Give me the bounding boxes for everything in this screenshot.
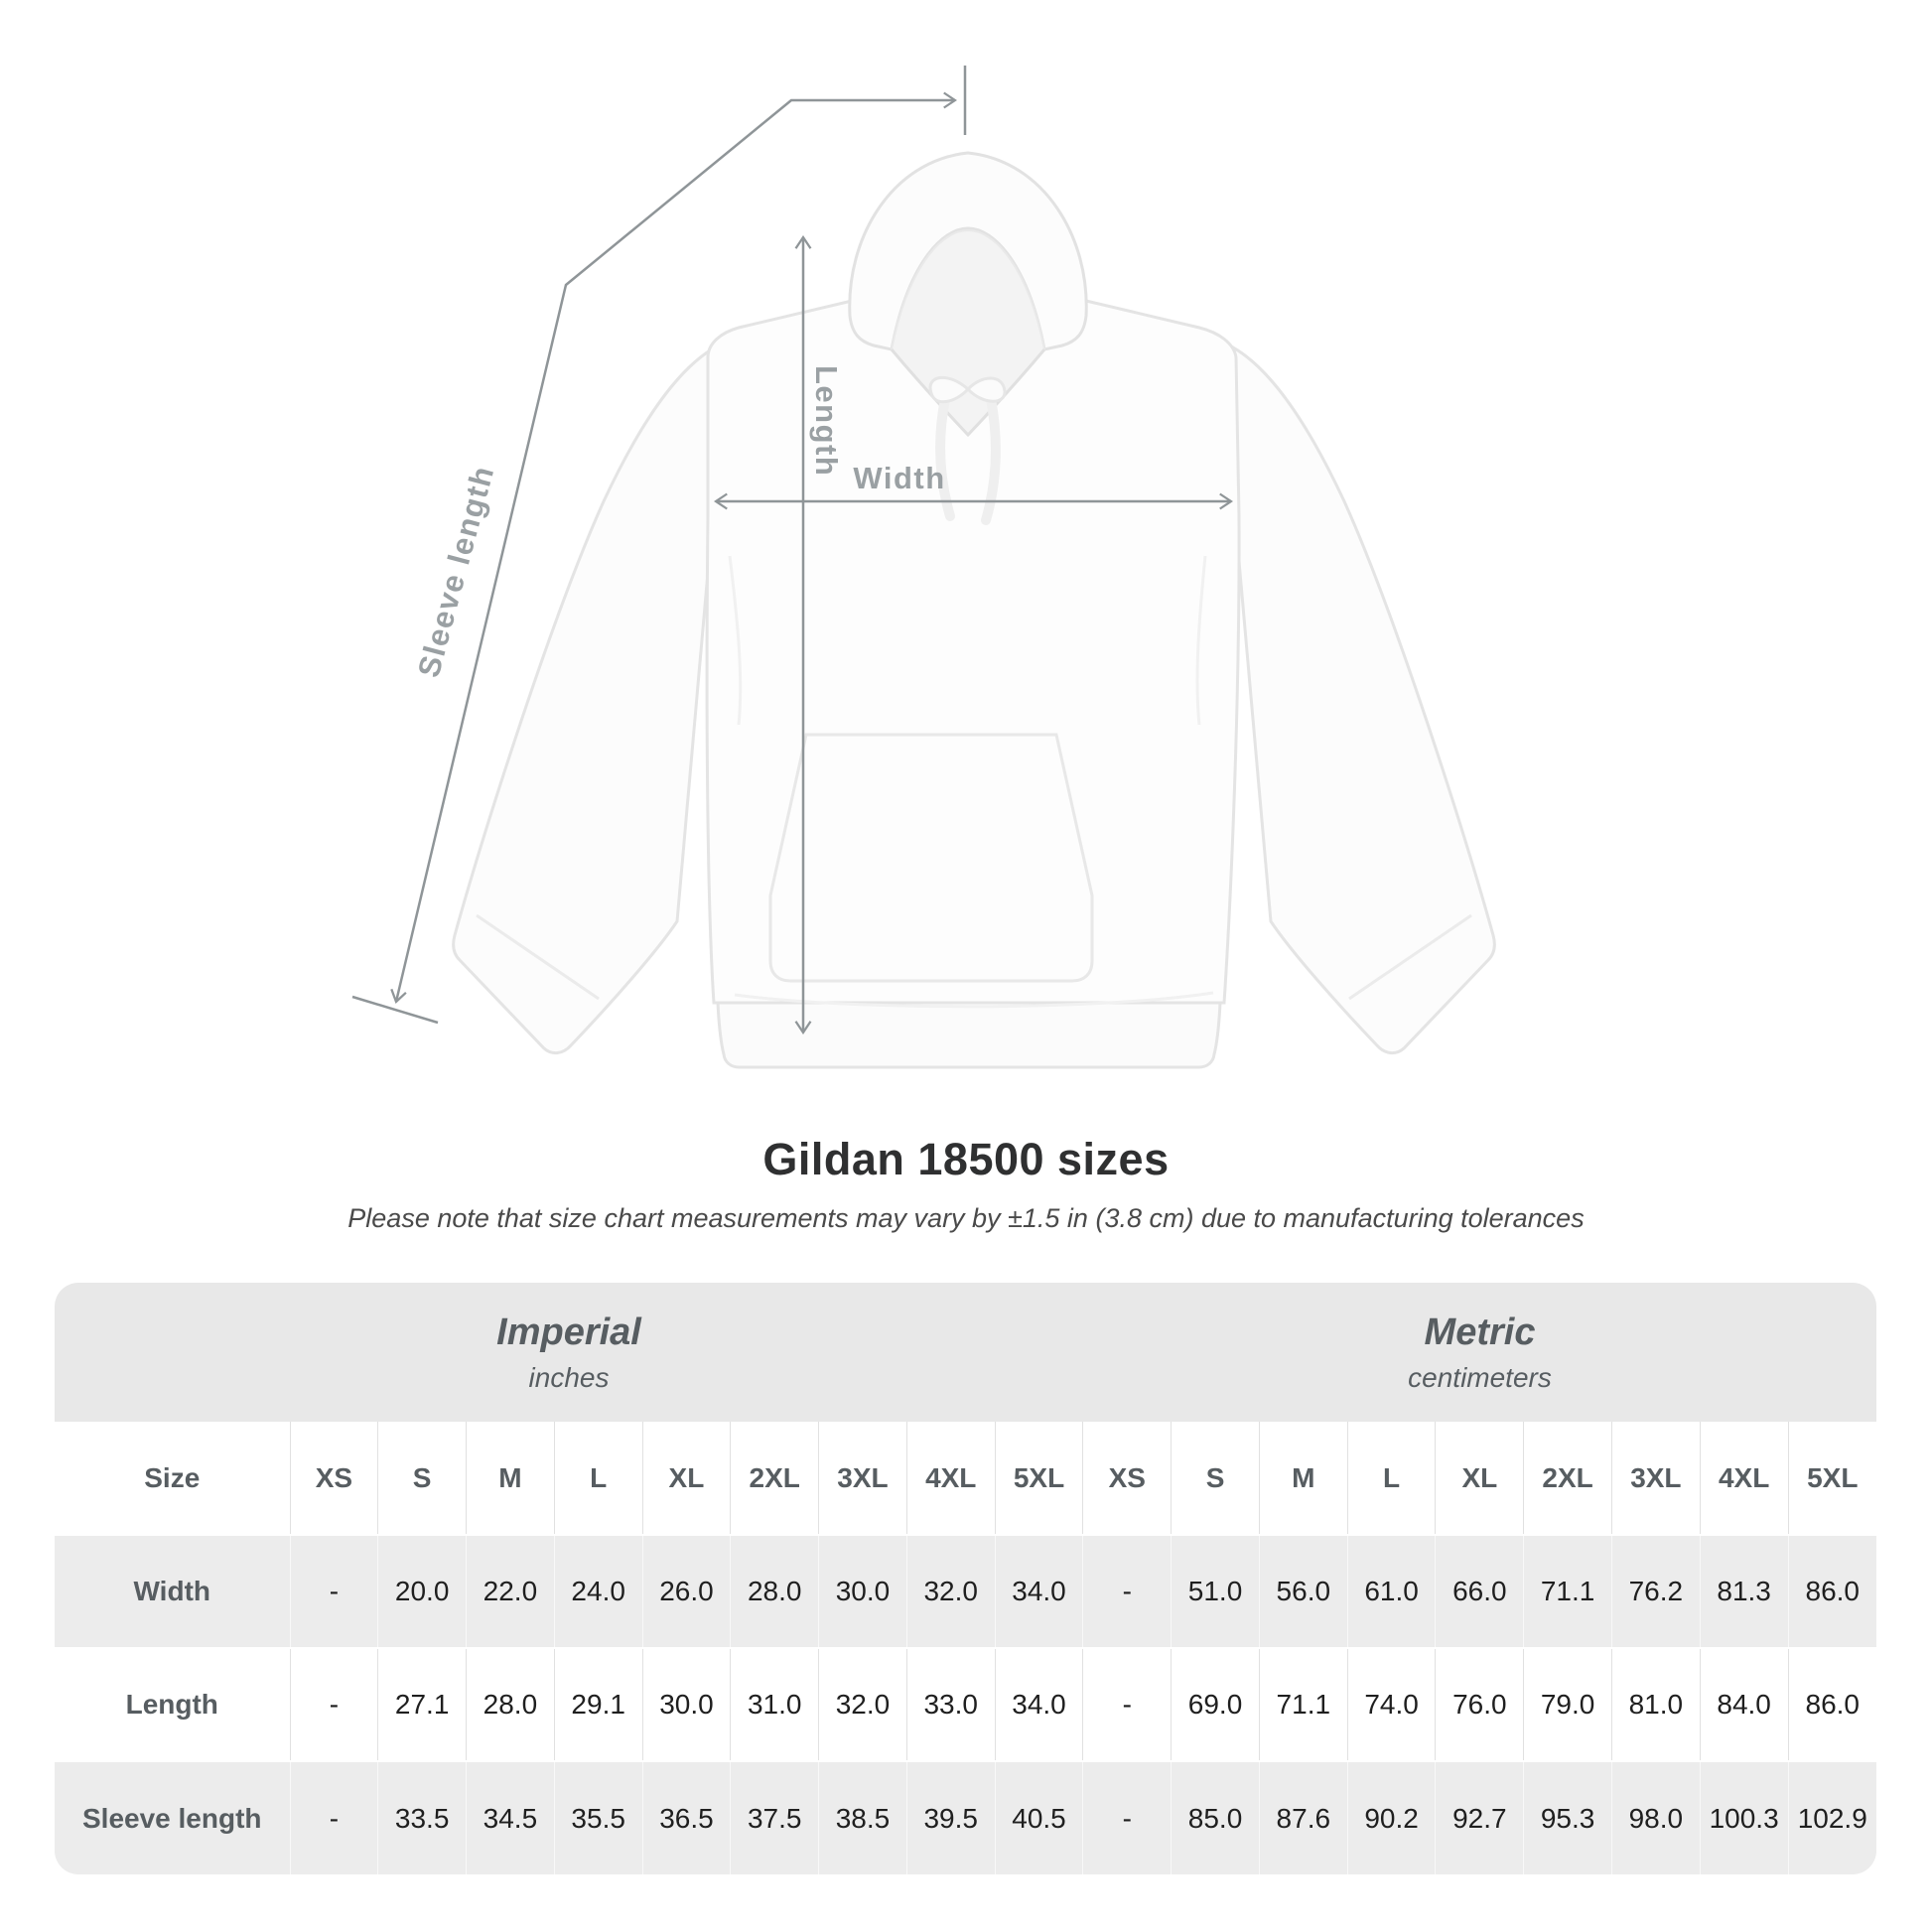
length-measure-label: Length [809,365,844,478]
row-label-sleeve-length: Sleeve length [55,1761,290,1874]
sleeve-value: 37.5 [731,1761,819,1874]
sleeve-value: 90.2 [1347,1761,1436,1874]
imperial-group-header [55,1283,1083,1422]
sleeve-value: 95.3 [1524,1761,1612,1874]
size-header-cell: S [1172,1422,1260,1535]
width-row [55,1535,1876,1648]
width-value: 20.0 [378,1535,467,1648]
unit-band [55,1283,1876,1422]
heading-block [0,1134,1932,1234]
width-value: 81.3 [1700,1535,1788,1648]
width-value: 86.0 [1805,1576,1860,1606]
kangaroo-pocket [770,735,1092,981]
length-value: 71.1 [1259,1648,1347,1761]
sleeve-value: 40.5 [995,1761,1083,1874]
length-value: 32.0 [819,1648,907,1761]
width-value: 71.1 [1524,1535,1612,1648]
sleeve-value: 38.5 [819,1761,907,1874]
sleeve-value: - [290,1761,378,1874]
measurements-table [55,1422,1876,1874]
width-value: 56.0 [1259,1535,1347,1648]
size-header-cell: L [554,1422,642,1535]
size-header-row [55,1422,1876,1535]
size-column-header: Size [55,1422,290,1535]
length-value: - [290,1648,378,1761]
size-header-cell: XL [642,1422,731,1535]
length-value: 28.0 [467,1648,555,1761]
size-header-cell: L [1347,1422,1436,1535]
length-value: 69.0 [1172,1648,1260,1761]
tolerance-note: Please note that size chart measurements may vary by ±1.5 in (3.8 cm) due to manufacturing tolerances [347,1203,1585,1233]
sleeve-length-row [55,1761,1876,1874]
size-header-cell: M [1259,1422,1347,1535]
length-value: 34.0 [995,1648,1083,1761]
size-table [55,1283,1876,1874]
size-header-cell: 2XL [1524,1422,1612,1535]
length-value: 81.0 [1611,1648,1700,1761]
length-value: 31.0 [731,1648,819,1761]
length-value: 84.0 [1700,1648,1788,1761]
imperial-label: Imperial [496,1311,641,1353]
length-row [55,1648,1876,1761]
sleeve-value: 92.7 [1436,1761,1524,1874]
width-value: 51.0 [1172,1535,1260,1648]
length-value: 86.0 [1805,1689,1860,1720]
sleeve-value: 34.5 [467,1761,555,1874]
sleeve-value: 87.6 [1259,1761,1347,1874]
width-value: 28.0 [731,1535,819,1648]
sleeve-value: 35.5 [554,1761,642,1874]
length-value: 79.0 [1524,1648,1612,1761]
width-measure-label: Width [853,461,946,495]
length-value: 76.0 [1436,1648,1524,1761]
row-label-width: Width [55,1535,290,1648]
width-value: - [290,1535,378,1648]
width-value: - [1083,1535,1172,1648]
length-value: - [1083,1648,1172,1761]
length-value: 74.0 [1347,1648,1436,1761]
size-header-cell: XS [1083,1422,1172,1535]
size-header-cell: 5XL [995,1422,1083,1535]
size-header-cell: S [378,1422,467,1535]
size-header-cell: XL [1436,1422,1524,1535]
sleeve-value: 85.0 [1172,1761,1260,1874]
sleeve-value: 39.5 [906,1761,995,1874]
metric-group-header [1083,1283,1876,1422]
length-value: 29.1 [554,1648,642,1761]
size-header-cell: 3XL [819,1422,907,1535]
imperial-unit: inches [528,1361,610,1393]
width-value: 26.0 [642,1535,731,1648]
sleeve-length-measure-label: Sleeve length [410,461,501,681]
width-value: 22.0 [467,1535,555,1648]
metric-unit: centimeters [1408,1361,1552,1393]
width-value: 34.0 [995,1535,1083,1648]
size-header-cell: 4XL [906,1422,995,1535]
size-header-cell: M [467,1422,555,1535]
sleeve-value: 36.5 [642,1761,731,1874]
hoodie-hem-band [718,1003,1220,1067]
metric-label: Metric [1424,1311,1536,1353]
sleeve-value: 33.5 [378,1761,467,1874]
width-value: 32.0 [906,1535,995,1648]
width-value: 76.2 [1611,1535,1700,1648]
size-header-cell: 3XL [1611,1422,1700,1535]
width-value: 66.0 [1436,1535,1524,1648]
sleeve-value: - [1083,1761,1172,1874]
size-header-cell: 5XL [1807,1461,1859,1493]
page-title: Gildan 18500 sizes [762,1134,1170,1184]
width-value: 30.0 [819,1535,907,1648]
size-header-cell: XS [290,1422,378,1535]
length-value: 30.0 [642,1648,731,1761]
width-value: 24.0 [554,1535,642,1648]
sleeve-value: 102.9 [1797,1802,1867,1834]
length-value: 27.1 [378,1648,467,1761]
sleeve-value: 98.0 [1611,1761,1700,1874]
size-header-cell: 2XL [731,1422,819,1535]
sleeve-value: 100.3 [1700,1761,1788,1874]
length-value: 33.0 [906,1648,995,1761]
size-header-cell: 4XL [1700,1422,1788,1535]
row-label-length: Length [55,1648,290,1761]
width-value: 61.0 [1347,1535,1436,1648]
